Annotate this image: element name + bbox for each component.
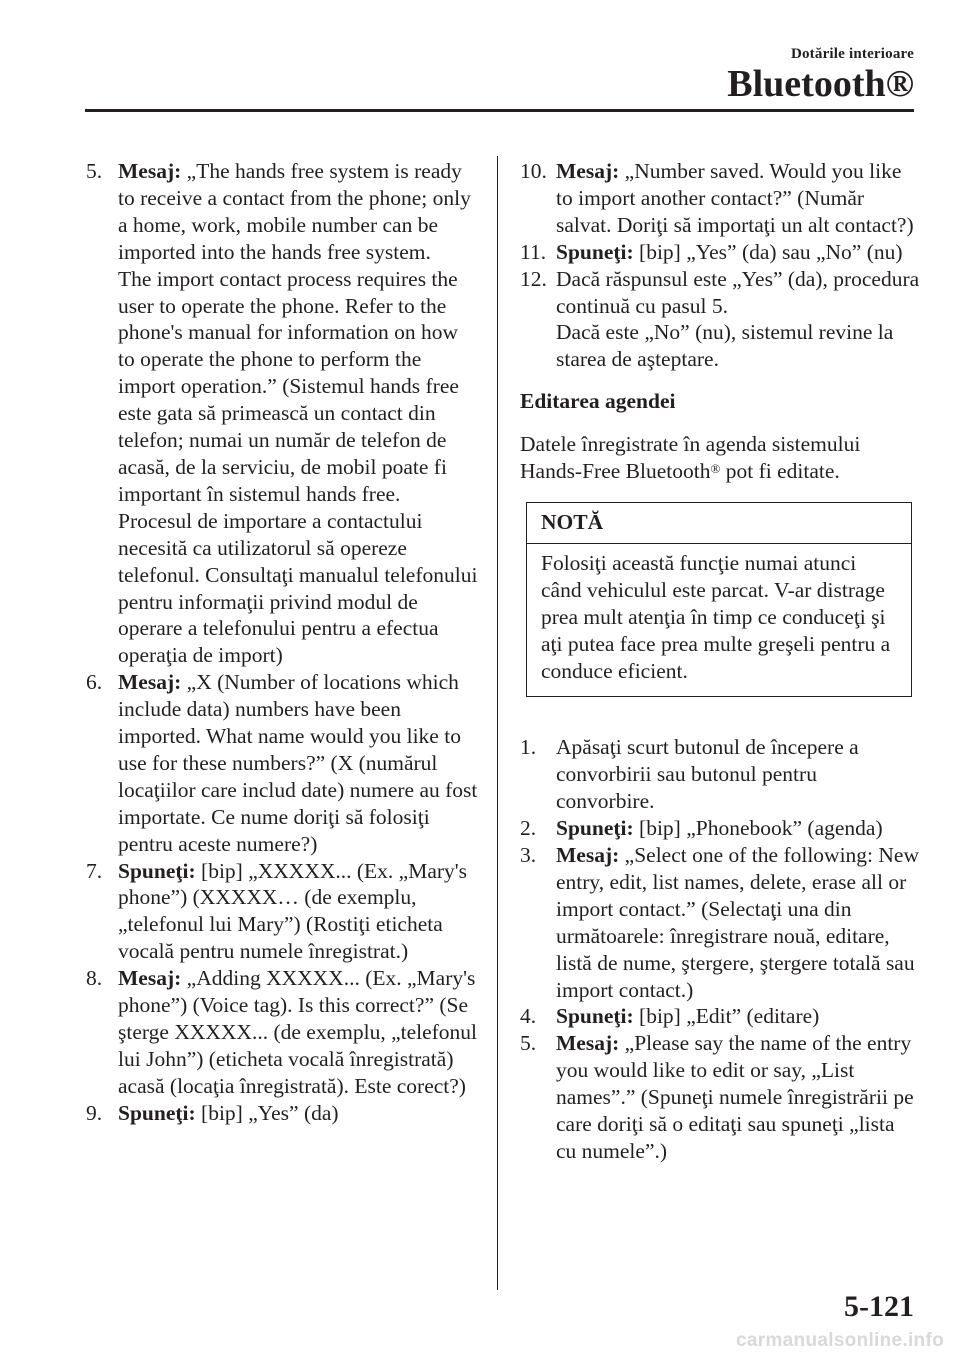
left-column — [86, 158, 478, 1127]
section-intro — [520, 431, 920, 485]
step-text: Dacă este „No” (nu), sistemul revine la starea de aşteptare. — [556, 320, 894, 372]
column-divider — [497, 156, 498, 1290]
step-number: 12. — [520, 266, 547, 291]
page-title: Bluetooth® — [727, 63, 914, 105]
intro-text: Datele înregistrate în agenda sistemului Hands-Free Bluetooth — [520, 432, 861, 484]
step-text: Apăsaţi scurt butonul de începere a convorbirii sau butonul pentru convorbire. — [556, 735, 859, 814]
step-label: Spuneţi: — [118, 1100, 196, 1125]
step-text: [bip] „Edit” (editare) — [633, 1004, 820, 1029]
step-text: „The hands free system is ready to receive a contact from the phone; only a home, work, mobile number can be imported into the hands free system. — [118, 159, 471, 264]
step-number: 2. — [520, 816, 537, 841]
step-text: „Please say the name of the entry you would like to edit or say, „List names”.” (Spuneţi numele înregistrării pe care doriţi să o editaţi sau spuneţi „lista cu numele”.) — [556, 1031, 914, 1163]
step-number: 9. — [86, 1100, 103, 1125]
step-label: Mesaj: — [556, 159, 620, 183]
step-item — [86, 858, 478, 966]
step-label: Spuneţi: — [118, 858, 196, 883]
step-text: Dacă răspunsul este „Yes” (da), procedura continuă cu pasul 5. — [556, 266, 920, 318]
step-number: 8. — [86, 966, 103, 991]
step-text: [bip] „XXXXX... (Ex. „Mary's phone”) (XXXXX… (de exemplu, „telefonul lui Mary”) (Rostiţi eticheta vocală pentru numele înregistrat.) — [118, 858, 468, 964]
step-label: Spuneţi: — [556, 239, 634, 264]
note-body: Folosiţi această funcţie numai atunci când vehiculul este parcat. V-ar distrage prea mult atenţia în timp ce conduceţi şi aţi putea face prea multe greşeli pentru a conduce eficient. — [541, 550, 891, 683]
step-text: „Number saved. Would you like to import another contact?” (Număr salvat. Doriţi să importaţi un alt contact?) — [556, 159, 914, 237]
step-text: [bip] „Yes” (da) — [195, 1100, 339, 1125]
step-label: Spuneţi: — [556, 1004, 634, 1029]
step-item — [520, 734, 920, 815]
step-label: Mesaj: — [118, 670, 182, 695]
step-item — [86, 669, 478, 857]
step-label: Spuneţi: — [556, 816, 634, 841]
step-item — [520, 842, 920, 1003]
step-number: 11. — [520, 239, 547, 264]
step-item — [86, 965, 478, 1100]
step-item — [520, 239, 920, 266]
page-number: 5-121 — [844, 1290, 914, 1323]
step-item — [86, 158, 478, 669]
step-item — [520, 815, 920, 842]
step-text: „X (Number of locations which include data) numbers have been imported. What name would you like to use for these numbers?” (X (numărul locaţiilor care includ date) numere au fost importate. Ce nume doriţi să folosiţi pentru aceste numere?) — [118, 670, 478, 856]
step-number: 10. — [520, 159, 547, 183]
step-text: [bip] „Yes” (da) sau „No” (nu) — [633, 239, 903, 264]
registered-mark: ® — [710, 461, 721, 477]
step-label: Mesaj: — [556, 1031, 620, 1056]
section-heading: Editarea agendei — [520, 389, 676, 414]
step-label: Mesaj: — [118, 159, 182, 183]
step-label: Mesaj: — [118, 966, 182, 991]
intro-text-end: pot fi editate. — [720, 459, 840, 484]
step-item — [520, 1003, 920, 1030]
step-label: Mesaj: — [556, 843, 620, 868]
step-item — [520, 1030, 920, 1165]
step-number: 6. — [86, 670, 103, 695]
step-number: 4. — [520, 1004, 537, 1029]
step-text: „Select one of the following: New entry, edit, list names, delete, erase all or import contact.” (Selectaţi una din următoarele: înregistrare nouă, editare, listă de nume, ştergere, ştergere totală sau import contact.) — [556, 843, 920, 1002]
step-number: 7. — [86, 858, 103, 883]
step-number: 5. — [86, 159, 103, 183]
step-item — [86, 1100, 478, 1127]
header-section-label: Dotările interioare — [790, 46, 914, 62]
step-number: 5. — [520, 1031, 537, 1056]
step-number: 1. — [520, 735, 537, 760]
step-item — [520, 266, 920, 374]
step-text: Procesul de importare a contactului necesită ca utilizatorul să opereze telefonul. Consultaţi manualul telefonului pentru informaţii privind modul de operare a telefonului pentru a efectua operaţia de import) — [118, 508, 478, 668]
right-column — [520, 158, 920, 1165]
step-number: 3. — [520, 843, 537, 868]
note-title: NOTĂ — [527, 503, 911, 544]
step-text: „Adding XXXXX... (Ex. „Mary's phone”) (Voice tag). Is this correct?” (Se şterge XXXXX... (de exemplu, „telefonul lui John”) (eticheta vocală înregistrată) acasă (locaţia înregistrată). Este corect?) — [118, 966, 478, 1098]
step-text: [bip] „Phonebook” (agenda) — [633, 816, 883, 841]
step-text: The import contact process requires the user to operate the phone. Refer to the phone's manual for information on how to operate the phone to perform the import operation.” (Sistemul hands free este gata să primească un contact din telefon; numai un număr de telefon de acasă, de la serviciu, de mobil poate fi important în sistemul hands free. — [118, 266, 459, 506]
note-box — [526, 502, 912, 697]
watermark-url: carmanualsonline.info — [736, 1330, 944, 1351]
step-item — [520, 158, 920, 239]
edit-steps — [520, 734, 920, 1165]
header-rule — [85, 109, 914, 112]
